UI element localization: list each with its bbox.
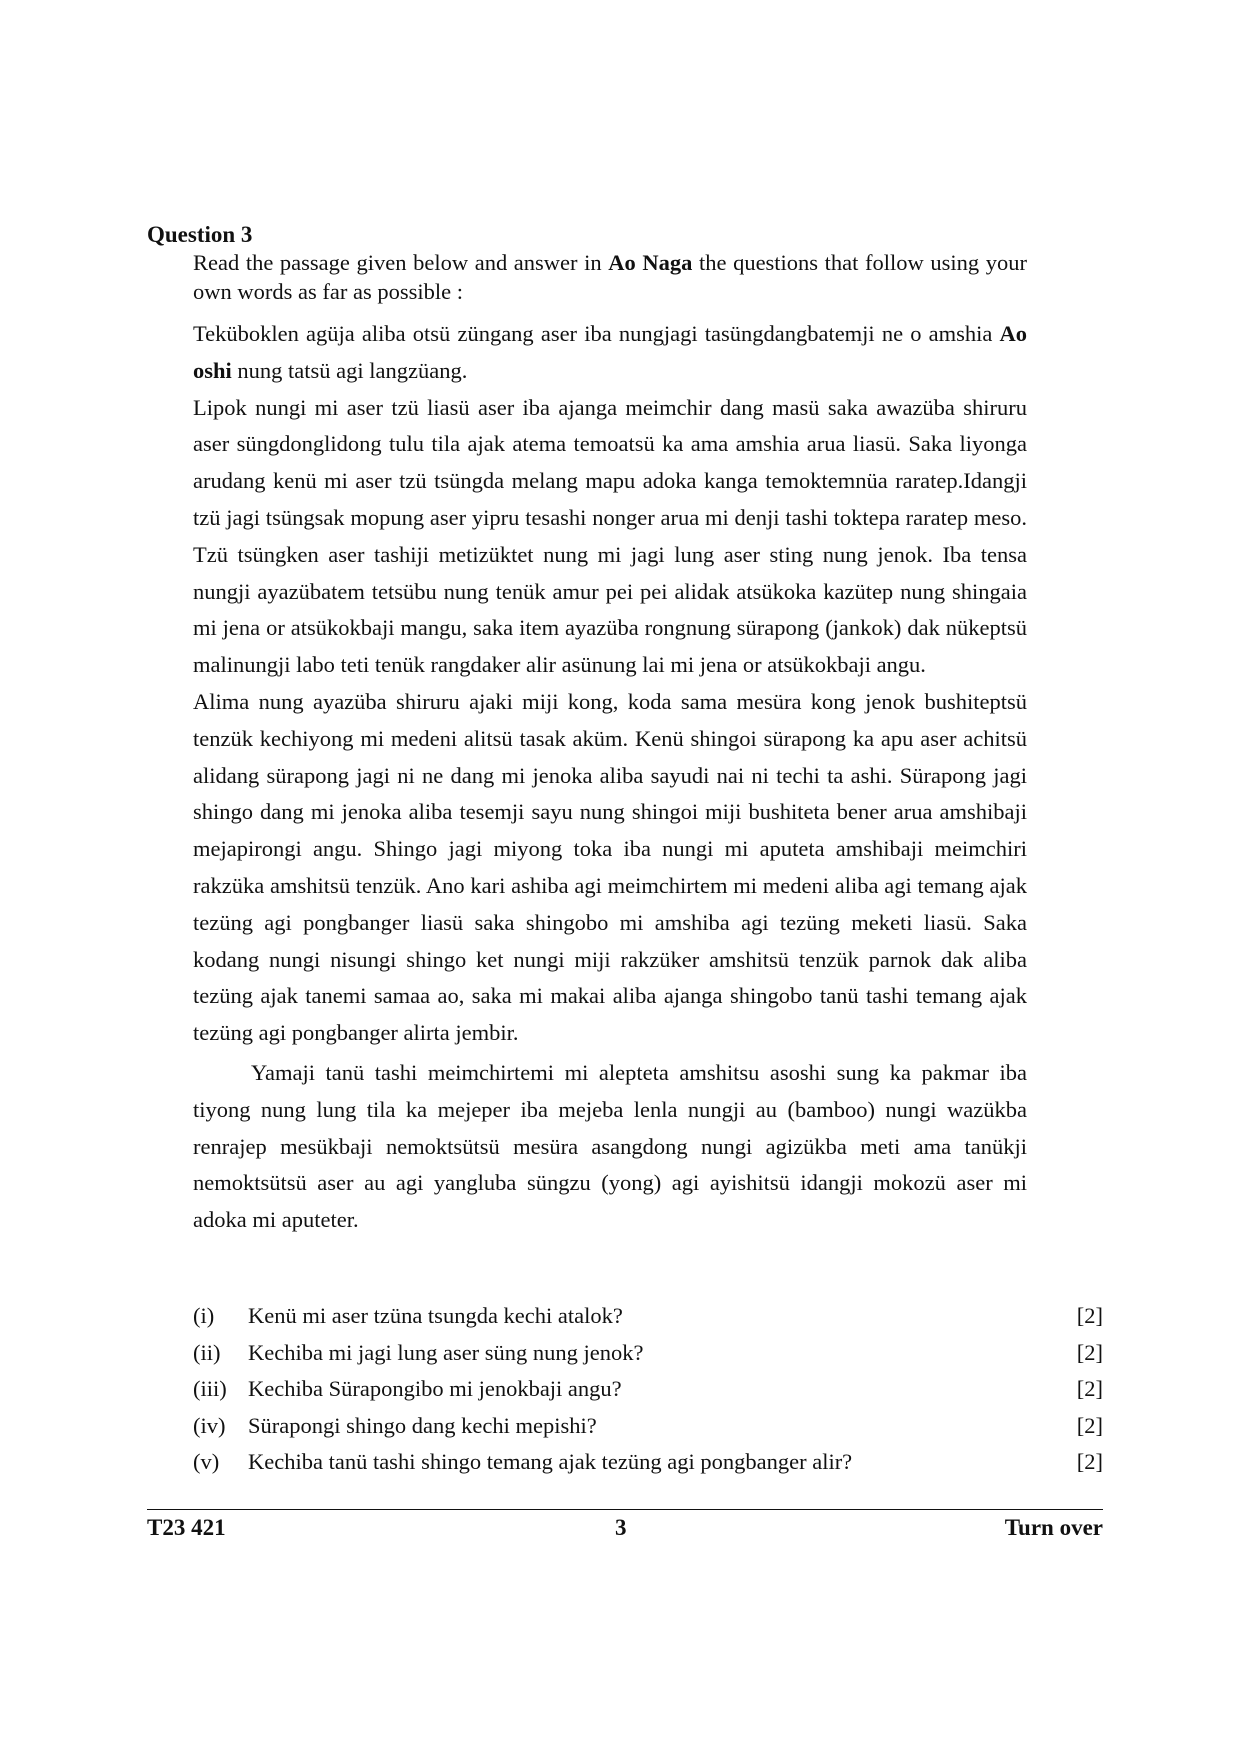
question-item (193, 1444, 1103, 1481)
question-item (193, 1408, 1103, 1445)
question-marks: [2] (1076, 1303, 1103, 1328)
paper-code: T23 421 (147, 1515, 226, 1540)
question-marks: [2] (1076, 1376, 1103, 1402)
instruction (193, 248, 1027, 306)
question-marks: [2] (1076, 1449, 1103, 1475)
question-marks: [2] (1076, 1412, 1103, 1438)
question-number: (i) (193, 1303, 215, 1328)
question-title: Question 3 (147, 222, 253, 247)
question-text: Kechiba Sürapongibo mi jenokbaji angu? (248, 1376, 622, 1402)
question-number: (iii) (193, 1376, 227, 1402)
footer-divider (147, 1509, 1103, 1510)
passage-p1-bold: Ao oshi (193, 321, 1027, 383)
question-item (193, 1335, 1103, 1372)
question-text: Kechiba mi jagi lung aser süng nung jenok? (248, 1339, 644, 1365)
question-item (193, 1371, 1103, 1408)
instruction-language: Ao Naga (608, 250, 693, 275)
page-number: 3 (615, 1515, 627, 1540)
passage-p1-pre: Teküboklen agüja aliba otsü züngang aser iba nungjagi tasüngdangbatemji ne o amshia (193, 321, 1000, 346)
passage-paragraph-3: Alima nung ayazüba shiruru ajaki miji kong, koda sama mesüra kong jenok bushiteptsü tenzük kechiyong mi medeni alitsü tasak aküm. Kenü shingoi sürapong ka apu aser achitsü alidang sürapong jagi ni ne dang mi jenoka aliba sayudi nai ni techi ta ashi. Sürapong jagi shingo dang mi jenoka aliba tesemji sayu nung shingoi miji bushiteta bener arua amshibaji mejapirongi angu. Shingo jagi miyong toka iba nungi mi aputeta amshibaji meimchiri rakzüka amshitsü tenzük. Ano kari ashiba agi meimchirtem mi medeni aliba agi temang ajak tezüng agi pongbanger liasü saka shingobo mi amshiba agi tezüng meketi liasü. Saka kodang nungi nisungi shingo ket nungi miji rakzüker amshitsü tenzük parnok dak aliba tezüng ajak tanemi samaa ao, saka mi makai aliba ajanga shingobo tanü tashi temang ajak tezüng agi pongbanger alirta jembir. (193, 688, 1027, 1046)
passage-paragraph-4: Yamaji tanü tashi meimchirtemi mi alepteta amshitsu asoshi sung ka pakmar iba tiyong nung lung tila ka mejeper iba mejeba lenla nungji au (bamboo) nungi wazükba renrajep mesükbaji nemoktsütsü mesüra asangdong nungi agizükba meti ama tanükji nemoktsütsü aser au agi yangluba süngzu (yong) agi ayishitsü idangji mokozü aser mi adoka mi aputeter. (193, 1059, 1027, 1233)
question-marks: [2] (1076, 1339, 1103, 1365)
question-number: (ii) (193, 1339, 221, 1365)
question-list (193, 1298, 1103, 1481)
passage-p1-post: nung tatsü agi langzüang. (231, 357, 468, 383)
instruction-pre: Read the passage given below and answer in (193, 250, 609, 275)
question-item (193, 1298, 1103, 1335)
question-text: Kenü mi aser tzüna tsungda kechi atalok? (248, 1303, 623, 1328)
question-text: Sürapongi shingo dang kechi mepishi? (248, 1412, 597, 1438)
question-number: (v) (193, 1449, 220, 1475)
question-text: Kechiba tanü tashi shingo temang ajak tezüng agi pongbanger alir? (248, 1449, 853, 1475)
passage-paragraph-2: Lipok nungi mi aser tzü liasü aser iba ajanga meimchir dang masü saka awazüba shiruru aser süngdonglidong tulu tila ajak atema temoatsü ka ama amshia arua liasü. Saka liyonga arudang kenü mi aser tzü tsüngda melang mapu adoka kanga temoktemnüa raratep.Idangji tzü jagi tsüngsak mopung aser yipru tesashi nonger arua mi denji tashi toktepa raratep meso. Tzü tsüngken aser tashiji metizüktet nung mi jagi lung aser sting nung jenok. Iba tensa nungji ayazübatem tetsübu nung tenük amur pei pei alidak atsükoka kazütep nung shingaia mi jena or atsükokbaji mangu, saka item ayazüba rongnung sürapong (jankok) dak nükeptsü malinungji labo teti tenük rangdaker alir asünung lai mi jena or atsükokbaji angu. (193, 394, 1027, 678)
instruction-post: the questions that follow using your own words as far as possible : (193, 250, 1027, 304)
turn-over-note: Turn over (1004, 1515, 1103, 1540)
passage-paragraph-1 (193, 316, 1027, 390)
question-number: (iv) (193, 1412, 226, 1438)
question-body (193, 248, 1027, 1239)
